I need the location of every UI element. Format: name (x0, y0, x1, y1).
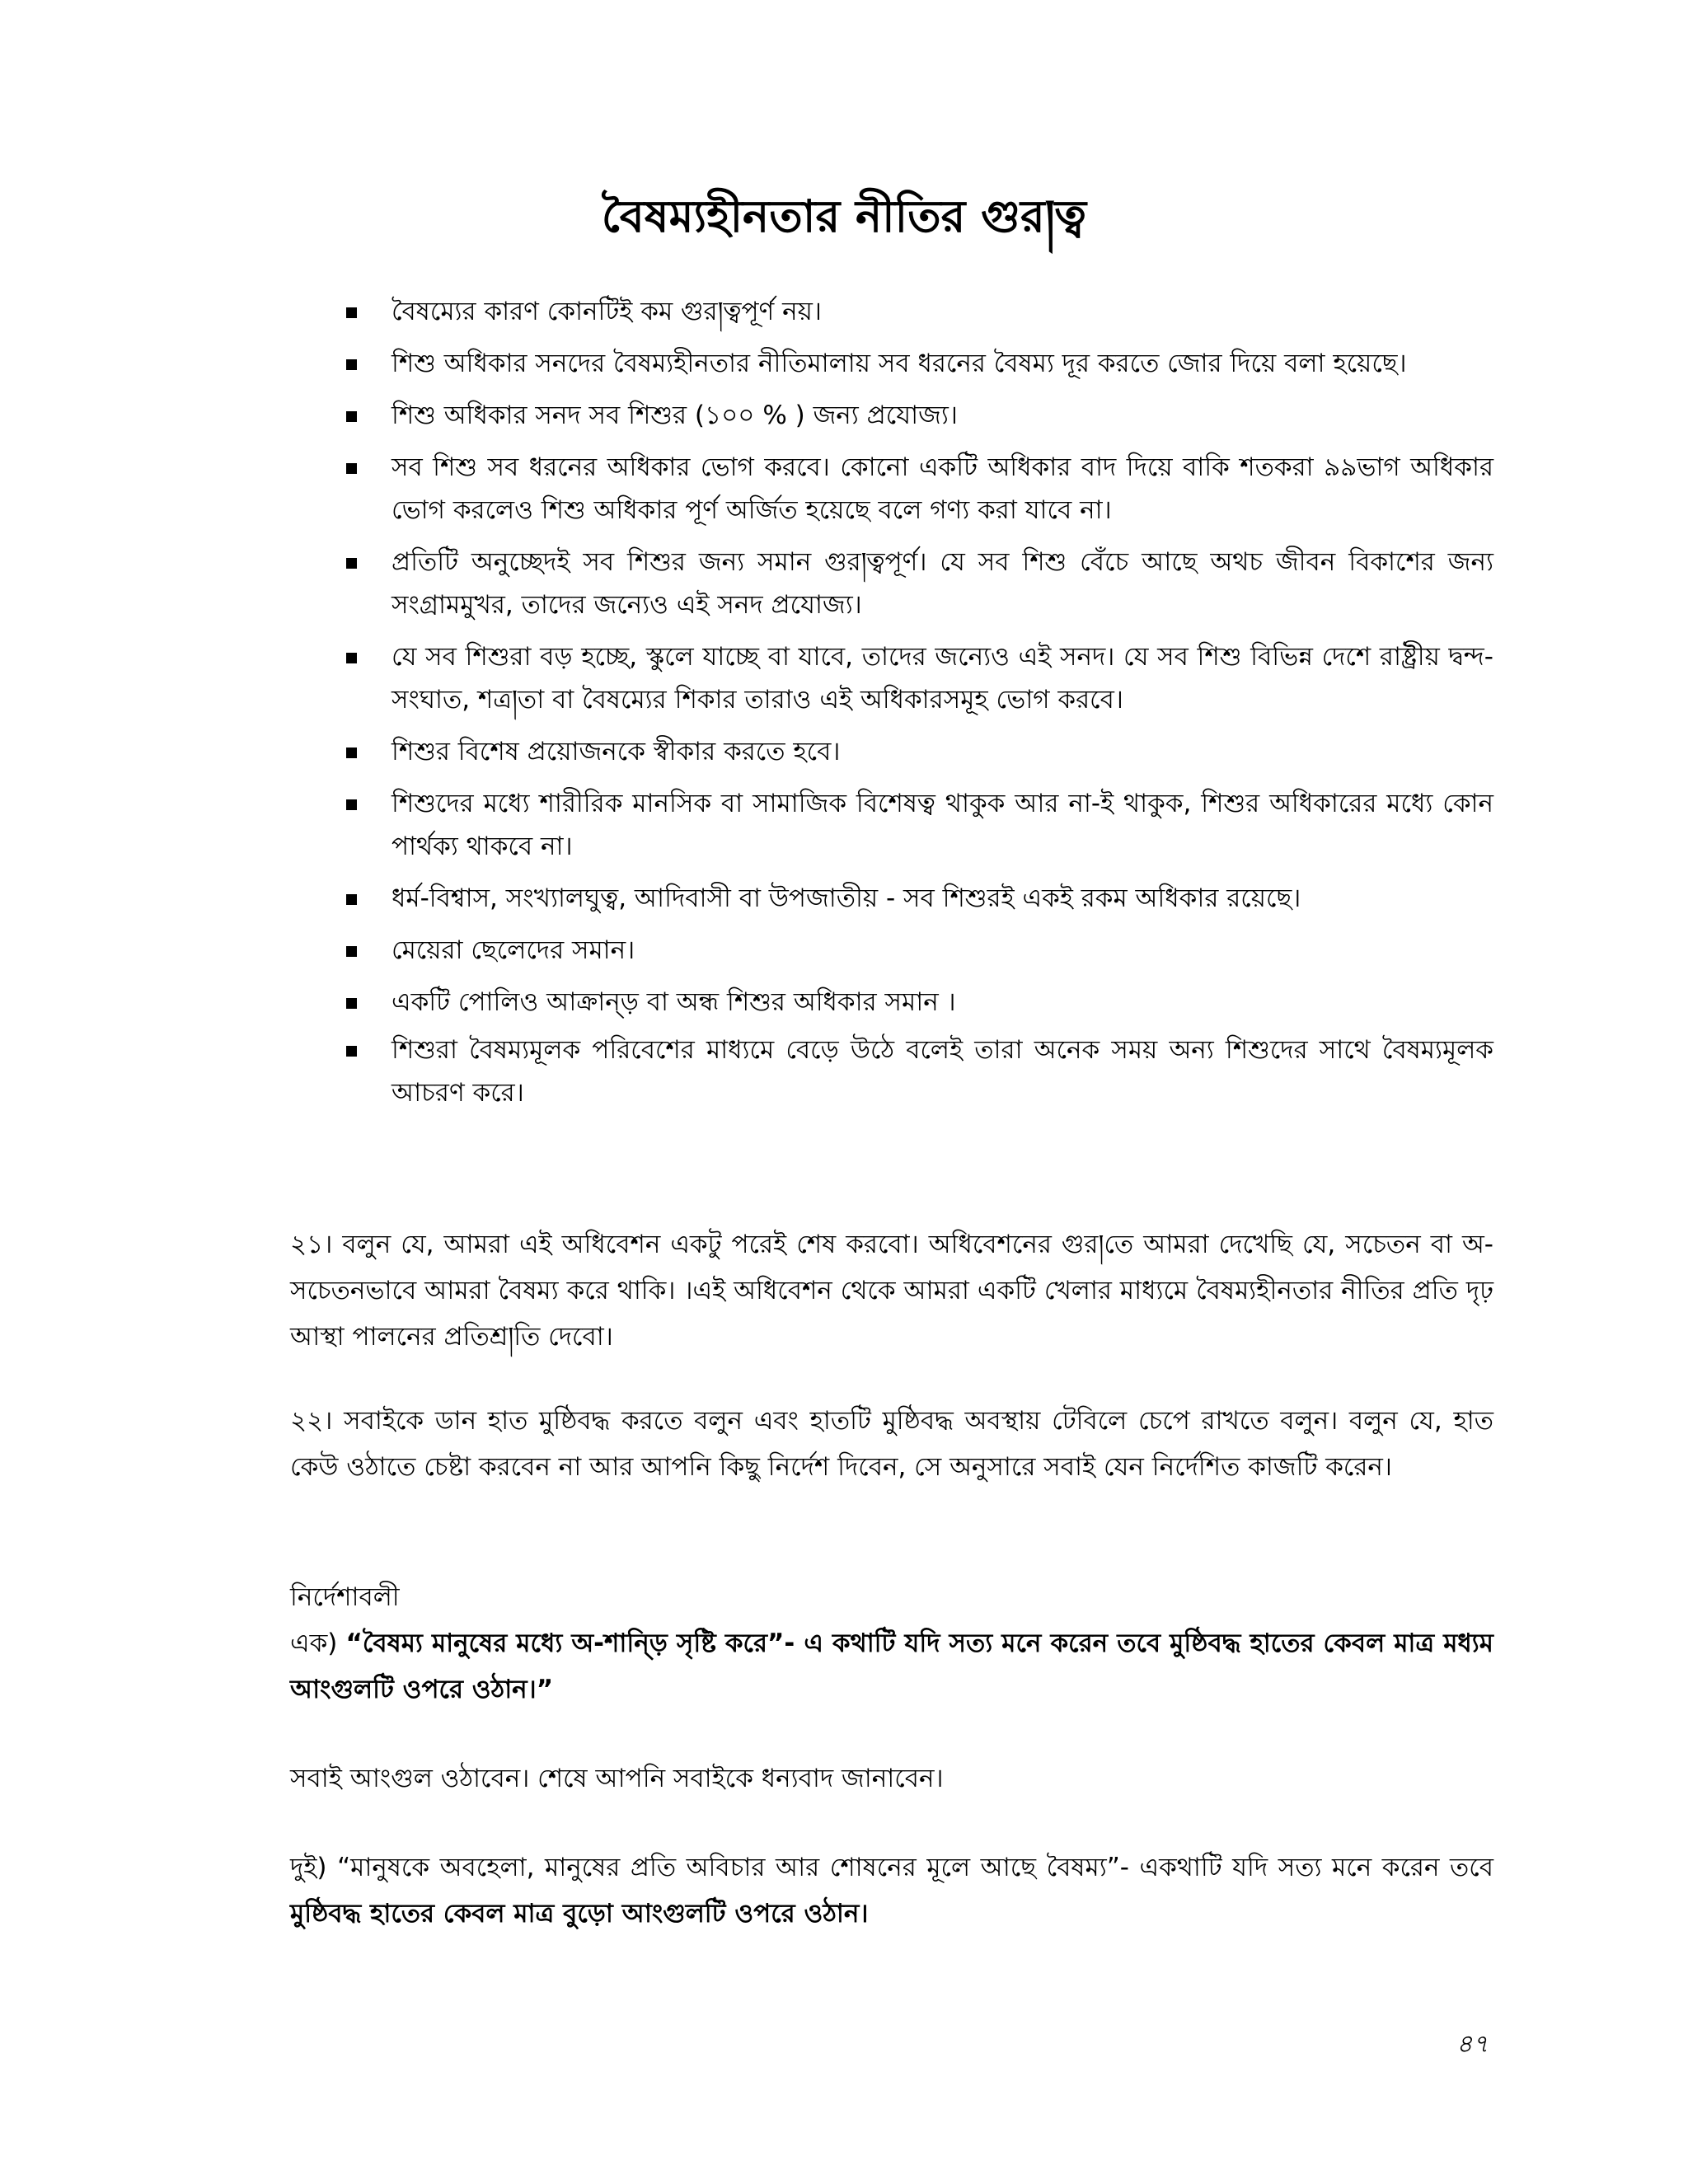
bullet-text: ধর্ম-বিশ্বাস, সংখ্যালঘুত্ব, আদিবাসী বা উপজাতীয় - সব শিশুরই একই রকম অধিকার রয়েছে। (392, 883, 1301, 913)
instruction-two (290, 1844, 1493, 1937)
instruction-one (290, 1620, 1493, 1713)
instruction-two-number: দুই) (290, 1853, 338, 1882)
paragraph-22: ২২। সবাইকে ডান হাত মুষ্ঠিবদ্ধ করতে বলুন এবং হাতটি মুষ্ঠিবদ্ধ অবস্থায় টেবিলে চেপে রাখতে বলুন। বলুন যে, হাত কেউ ওঠাতে চেষ্টা করবেন না আর আপনি কিছু নির্দেশ দিবেন, সে অনুসারে সবাই যেন নির্দেশিত কাজটি করেন। (290, 1406, 1493, 1482)
bullet-text: প্রতিটি অনুচ্ছেদই সব শিশুর জন্য সমান গুর།ত্বপূর্ণ। যে সব শিশু বেঁচে আছে অথচ জীবন বিকাশের জন্য সংগ্রামমুখর, তাদের জন্যেও এই সনদ প্রযোজ্য। (392, 547, 1493, 620)
bullet-text: শিশুর বিশেষ প্রয়োজনকে স্বীকার করতে হবে। (392, 737, 841, 766)
bullet-item (346, 981, 1493, 1024)
square-bullet-icon (346, 799, 357, 810)
bullet-item (346, 782, 1493, 868)
bullet-item (346, 290, 1493, 333)
bullet-text: বৈষম্যের কারণ কোনটিই কম গুর།ত্বপূর্ণ নয়। (392, 297, 822, 326)
bullet-item (346, 877, 1493, 920)
paragraph-21: ২১। বলুন যে, আমরা এই অধিবেশন একটু পরেই শেষ করবো। অধিবেশনের গুর།তে আমরা দেখেছি যে, সচেতন বা অ-সচেতনভাবে আমরা বৈষম্য করে থাকি। ।এই অধিবেশন থেকে আমরা একটি খেলার মাধ্যমে বৈষম্যহীনতার নীতির প্রতি দৃঢ় আস্থা পালনের প্রতিশ্র།তি দেবো। (290, 1230, 1493, 1352)
bullet-text: শিশুদের মধ্যে শারীরিক মানসিক বা সামাজিক বিশেষত্ব থাকুক আর না-ই থাকুক, শিশুর অধিকারের মধ্যে কোন পার্থক্য থাকবে না। (392, 789, 1493, 861)
instruction-two-bold-text: মুষ্ঠিবদ্ধ হাতের কেবল মাত্র বুড়ো আংগুলটি ওপরে ওঠান। (290, 1899, 869, 1929)
instruction-one-number: এক) (290, 1629, 346, 1658)
square-bullet-icon (346, 894, 357, 905)
bullet-text: শিশুরা বৈষম্যমূলক পরিবেশের মাধ্যমে বেড়ে উঠে বলেই তারা অনেক সময় অন্য শিশুদের সাথে বৈষম্যমূলক আচরণ করে। (392, 1035, 1493, 1108)
bullet-item (346, 730, 1493, 773)
square-bullet-icon (346, 998, 357, 1009)
square-bullet-icon (346, 307, 357, 318)
bullet-list (346, 290, 1493, 1114)
bullet-item (346, 446, 1493, 532)
bullet-text: শিশু অধিকার সনদের বৈষম্যহীনতার নীতিমালায় সব ধরনের বৈষম্য দূর করতে জোর দিয়ে বলা হয়েছে। (392, 349, 1407, 378)
bullet-item (346, 394, 1493, 437)
bullet-text: মেয়েরা ছেলেদের সমান। (392, 935, 635, 965)
bullet-item (346, 929, 1493, 972)
bullet-text: যে সব শিশুরা বড় হচ্ছে, স্কুলে যাচ্ছে বা যাবে, তাদের জন্যেও এই সনদ। যে সব শিশু বিভিন্ন দেশে রাষ্ট্রীয় দ্বন্দ-সংঘাত, শত্র།তা বা বৈষম্যের শিকার তারাও এই অধিকারসমূহ ভোগ করবে। (392, 642, 1493, 715)
square-bullet-icon (346, 1046, 357, 1057)
bullet-item (346, 1029, 1493, 1114)
bullet-text: একটি পোলিও আক্রান্ড় বা অন্ধ শিশুর অধিকার সমান । (392, 987, 956, 1017)
instruction-two-quote: “মানুষকে অবহেলা, মানুষের প্রতি অবিচার আর শোষনের মূলে আছে বৈষম্য”- একথাটি যদি সত্য মনে করেন তবে (337, 1853, 1494, 1882)
instruction-one-note: সবাই আংগুল ওঠাবেন। শেষে আপনি সবাইকে ধন্যবাদ জানাবেন। (290, 1764, 944, 1793)
square-bullet-icon (346, 463, 357, 474)
square-bullet-icon (346, 411, 357, 422)
bullet-text: সব শিশু সব ধরনের অধিকার ভোগ করবে। কোনো একটি অধিকার বাদ দিয়ে বাকি শতকরা ৯৯ভাগ অধিকার ভোগ করলেও শিশু অধিকার পূর্ণ অর্জিত হয়েছে বলে গণ্য করা যাবে না। (392, 452, 1493, 525)
square-bullet-icon (346, 946, 357, 957)
square-bullet-icon (346, 359, 357, 370)
page-number: ৪৭ (1456, 2030, 1489, 2059)
bullet-item (346, 635, 1493, 721)
bullet-text: শিশু অধিকার সনদ সব শিশুর (১০০ % ) জন্য প্রযোজ্য। (392, 401, 958, 430)
square-bullet-icon (346, 653, 357, 663)
bullet-item (346, 541, 1493, 626)
square-bullet-icon (346, 748, 357, 758)
instruction-one-text: “বৈষম্য মানুষের মধ্যে অ-শান্ড়ি সৃষ্টি করে”- এ কথাটি যদি সত্য মনে করেন তবে মুষ্ঠিবদ্ধ হাতের কেবল মাত্র মধ্যম আংগুলটি ওপরে ওঠান।” (290, 1629, 1493, 1704)
instructions-heading: নির্দেশাবলী (290, 1582, 400, 1612)
bullet-item (346, 342, 1493, 385)
square-bullet-icon (346, 558, 357, 569)
page-title: বৈষম্যহীনতার নীতির গুর།ত্ব (601, 190, 1087, 242)
